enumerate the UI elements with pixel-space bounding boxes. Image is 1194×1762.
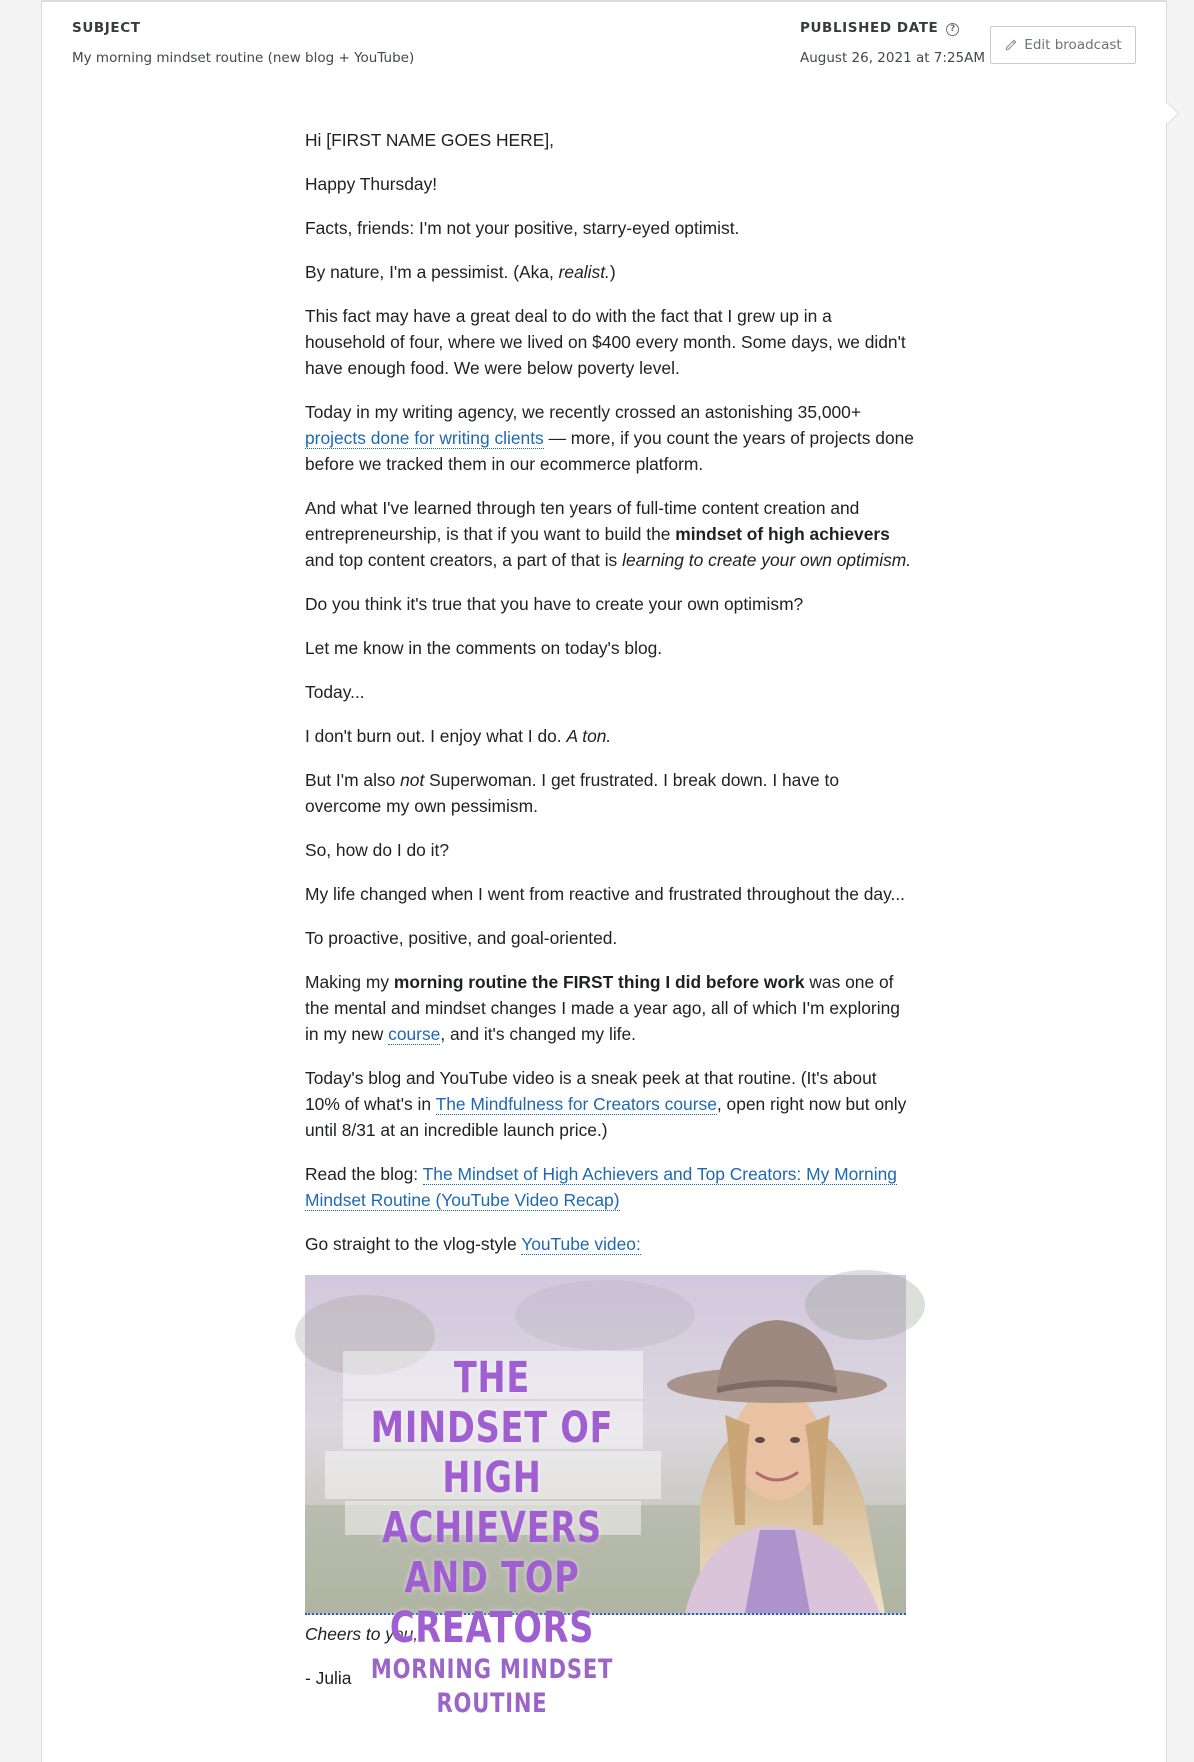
paragraph-grew-up: This fact may have a great deal to do with the fact that I grew up in a household of four, where we lived on $400 every month. Some days, we didn't have enough food. We were below poverty level. bbox=[305, 306, 906, 378]
emphasis: learning to create your own optimism. bbox=[622, 550, 912, 570]
bold-text: mindset of high achievers bbox=[675, 524, 890, 544]
published-date-label bbox=[800, 20, 959, 36]
course-link[interactable]: course bbox=[388, 1024, 441, 1044]
projects-link[interactable]: projects done for writing clients bbox=[305, 428, 544, 448]
paragraph-comments: Let me know in the comments on today's blog. bbox=[305, 638, 663, 658]
thumbnail-line-2: HIGH ACHIEVERS bbox=[382, 1453, 602, 1553]
paragraph-superwoman bbox=[305, 767, 915, 819]
help-icon[interactable]: ? bbox=[946, 23, 959, 36]
pencil-icon bbox=[1004, 38, 1018, 52]
thumbnail-title bbox=[327, 1353, 657, 1721]
text: and top content creators, a part of that is bbox=[305, 550, 623, 570]
text: , and it's changed my life. bbox=[440, 1024, 637, 1044]
subject-label: SUBJECT bbox=[72, 20, 141, 36]
signature: - Julia bbox=[305, 1668, 352, 1688]
text: Superwoman. I get frustrated. I break down. I have to overcome my own pessimism. bbox=[305, 770, 840, 816]
email-body bbox=[305, 127, 915, 1719]
text: , open right now but only until 8/31 at an incredible launch price.) bbox=[305, 1094, 907, 1140]
thumbnail-line-1: THE MINDSET OF bbox=[370, 1353, 614, 1453]
published-date-label-text: PUBLISHED DATE bbox=[800, 20, 939, 36]
emphasis: not bbox=[400, 770, 425, 790]
text: was one of the mental and mindset changes I made a year ago, all of which I'm exploring in my new bbox=[305, 972, 900, 1044]
subject-value: My morning mindset routine (new blog + YouTube) bbox=[72, 50, 415, 66]
edit-broadcast-label: Edit broadcast bbox=[1024, 37, 1122, 53]
youtube-video-link[interactable]: YouTube video: bbox=[521, 1234, 641, 1254]
text: Read the blog: bbox=[305, 1164, 423, 1184]
paragraph-burn-out bbox=[305, 723, 915, 749]
text: And what I've learned through ten years of full-time content creation and entrepreneurship, is that if you want to build the bbox=[305, 498, 860, 544]
text: Today in my writing agency, we recently crossed an astonishing 35,000+ bbox=[305, 402, 861, 422]
text: Making my bbox=[305, 972, 394, 992]
text: But I'm also bbox=[305, 770, 401, 790]
paragraph-how: So, how do I do it? bbox=[305, 840, 450, 860]
paragraph-making bbox=[305, 969, 915, 1047]
thumbnail-line-3: AND TOP CREATORS bbox=[389, 1553, 595, 1653]
thumbnail-line-4: MORNING MINDSET ROUTINE bbox=[370, 1654, 614, 1719]
closing-text: Cheers to you, bbox=[305, 1624, 419, 1644]
text: ) bbox=[609, 262, 616, 282]
paragraph-agency bbox=[305, 399, 915, 477]
emphasis: A ton. bbox=[566, 726, 612, 746]
paragraph-video bbox=[305, 1231, 915, 1257]
published-date-value: August 26, 2021 at 7:25AM bbox=[800, 50, 985, 66]
paragraph-question: Do you think it's true that you have to create your own optimism? bbox=[305, 594, 804, 614]
text: Go straight to the vlog-style bbox=[305, 1234, 522, 1254]
edit-broadcast-button[interactable] bbox=[990, 26, 1136, 64]
text: Today's blog and YouTube video is a sneak peek at that routine. (It's about 10% of what's in bbox=[305, 1068, 877, 1114]
paragraph-nature bbox=[305, 259, 915, 285]
paragraph-happy: Happy Thursday! bbox=[305, 174, 438, 194]
paragraph-today: Today... bbox=[305, 682, 365, 702]
paragraph-read-blog bbox=[305, 1161, 915, 1213]
blog-post-link[interactable]: The Mindset of High Achievers and Top Creators: My Morning Mindset Routine (YouTube Video Recap) bbox=[305, 1164, 897, 1210]
paragraph-learned bbox=[305, 495, 915, 573]
text: By nature, I'm a pessimist. (Aka, bbox=[305, 262, 559, 282]
mindfulness-course-link[interactable]: The Mindfulness for Creators course bbox=[435, 1094, 717, 1114]
text: — more, if you count the years of projects done before we tracked them in our ecommerce platform. bbox=[305, 428, 914, 474]
bold-text: morning routine the FIRST thing I did before work bbox=[393, 972, 805, 992]
paragraph-changed: My life changed when I went from reactive and frustrated throughout the day... bbox=[305, 884, 905, 904]
paragraph-blog bbox=[305, 1065, 915, 1143]
paragraph-facts: Facts, friends: I'm not your positive, starry-eyed optimist. bbox=[305, 218, 740, 238]
emphasis: realist. bbox=[558, 262, 610, 282]
greeting: Hi [FIRST NAME GOES HERE], bbox=[305, 130, 554, 150]
paragraph-proactive: To proactive, positive, and goal-oriented. bbox=[305, 928, 618, 948]
text: I don't burn out. I enjoy what I do. bbox=[305, 726, 567, 746]
